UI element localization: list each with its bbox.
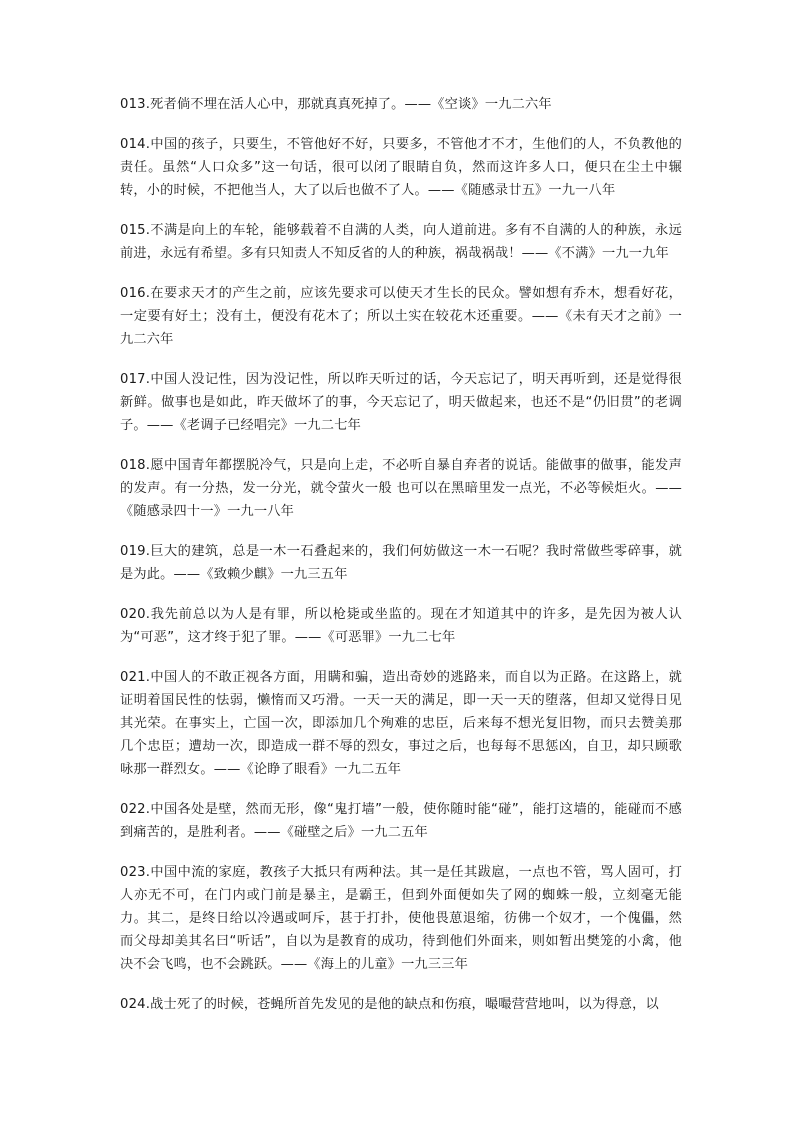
quote-015: 015.不满是向上的车轮，能够载着不自满的人类，向人道前进。多有不自满的人的种族，永远前进，永远有希望。多有只知责人不知反省的人的种族，祸哉祸哉！——《不满》一九一九年 xyxy=(120,223,682,261)
quote-023: 023.中国中流的家庭，教孩子大抵只有两种法。其一是任其跋扈，一点也不管，骂人固可，打人亦无不可，在门内或门前是暴主，是霸王，但到外面便如失了网的蜘蛛一般，立刻毫无能力。其二，是终日给以冷遇或呵斥，甚于打扑，使他畏葸退缩，彷佛一个奴才，一个傀儡，然而父母却美其名曰“听话”，自以为是教育的成功，待到他们外面来，则如暂出樊笼的小禽，他决不会飞鸣，也不会跳跃。——《海上的儿童》一九三三年 xyxy=(120,865,682,972)
quote-024: 024.战士死了的时候，苍蝇所首先发见的是他的缺点和伤痕，嘬嘬营营地叫，以为得意，以 xyxy=(120,997,659,1012)
quote-014: 014.中国的孩子，只要生，不管他好不好，只要多，不管他才不才，生他们的人，不负教他的责任。虽然“人口众多”这一句话，很可以闭了眼睛自负，然而这许多人口，便只在尘土中辗转，小的时候，不把他当人，大了以后也做不了人。——《随感录廿五》一九一八年 xyxy=(120,137,682,198)
quote-018: 018.愿中国青年都摆脱冷气，只是向上走，不必听自暴自弃者的说话。能做事的做事，能发声的发声。有一分热，发一分光，就令萤火一般 也可以在黑暗里发一点光，不必等候炬火。——《随感录四十一》一九一八年 xyxy=(120,458,682,519)
quote-019: 019.巨大的建筑，总是一木一石叠起来的，我们何妨做这一木一石呢？我时常做些零碎事，就是为此。——《致赖少麒》一九三五年 xyxy=(120,544,682,582)
quote-021: 021.中国人的不敢正视各方面，用瞒和骗，造出奇妙的逃路来，而自以为正路。在这路上，就证明着国民性的怯弱，懒惰而又巧滑。一天一天的满足，即一天一天的堕落，但却又觉得日见其光荣。在事实上，亡国一次，即添加几个殉难的忠臣，后来每不想光复旧物，而只去赞美那几个忠臣；遭劫一次，即造成一群不辱的烈女，事过之后，也每每不思惩凶，自卫，却只顾歌咏那一群烈女。——《论睁了眼看》一九二五年 xyxy=(120,670,682,777)
quote-017: 017.中国人没记性，因为没记性，所以昨天听过的话，今天忘记了，明天再听到，还是觉得很新鲜。做事也是如此，昨天做坏了的事，今天忘记了，明天做起来，也还不是“仍旧贯”的老调子。——《老调子已经唱完》一九二七年 xyxy=(120,372,682,433)
quote-020: 020.我先前总以为人是有罪，所以枪毙或坐监的。现在才知道其中的许多，是先因为被人认为“可恶”，这才终于犯了罪。——《可恶罪》一九二七年 xyxy=(120,607,682,645)
quote-013: 013.死者倘不埋在活人心中，那就真真死掉了。——《空谈》一九二六年 xyxy=(120,97,552,112)
quote-022: 022.中国各处是壁，然而无形，像“鬼打墙”一般，使你随时能“碰”，能打这墙的，能碰而不感到痛苦的，是胜利者。——《碰壁之后》一九二五年 xyxy=(120,802,682,840)
quote-016: 016.在要求天才的产生之前，应该先要求可以使天才生长的民众。譬如想有乔木，想看好花，一定要有好土；没有土，便没有花木了；所以土实在较花木还重要。——《未有天才之前》一九二六年 xyxy=(120,286,682,347)
document-page xyxy=(120,93,682,1033)
